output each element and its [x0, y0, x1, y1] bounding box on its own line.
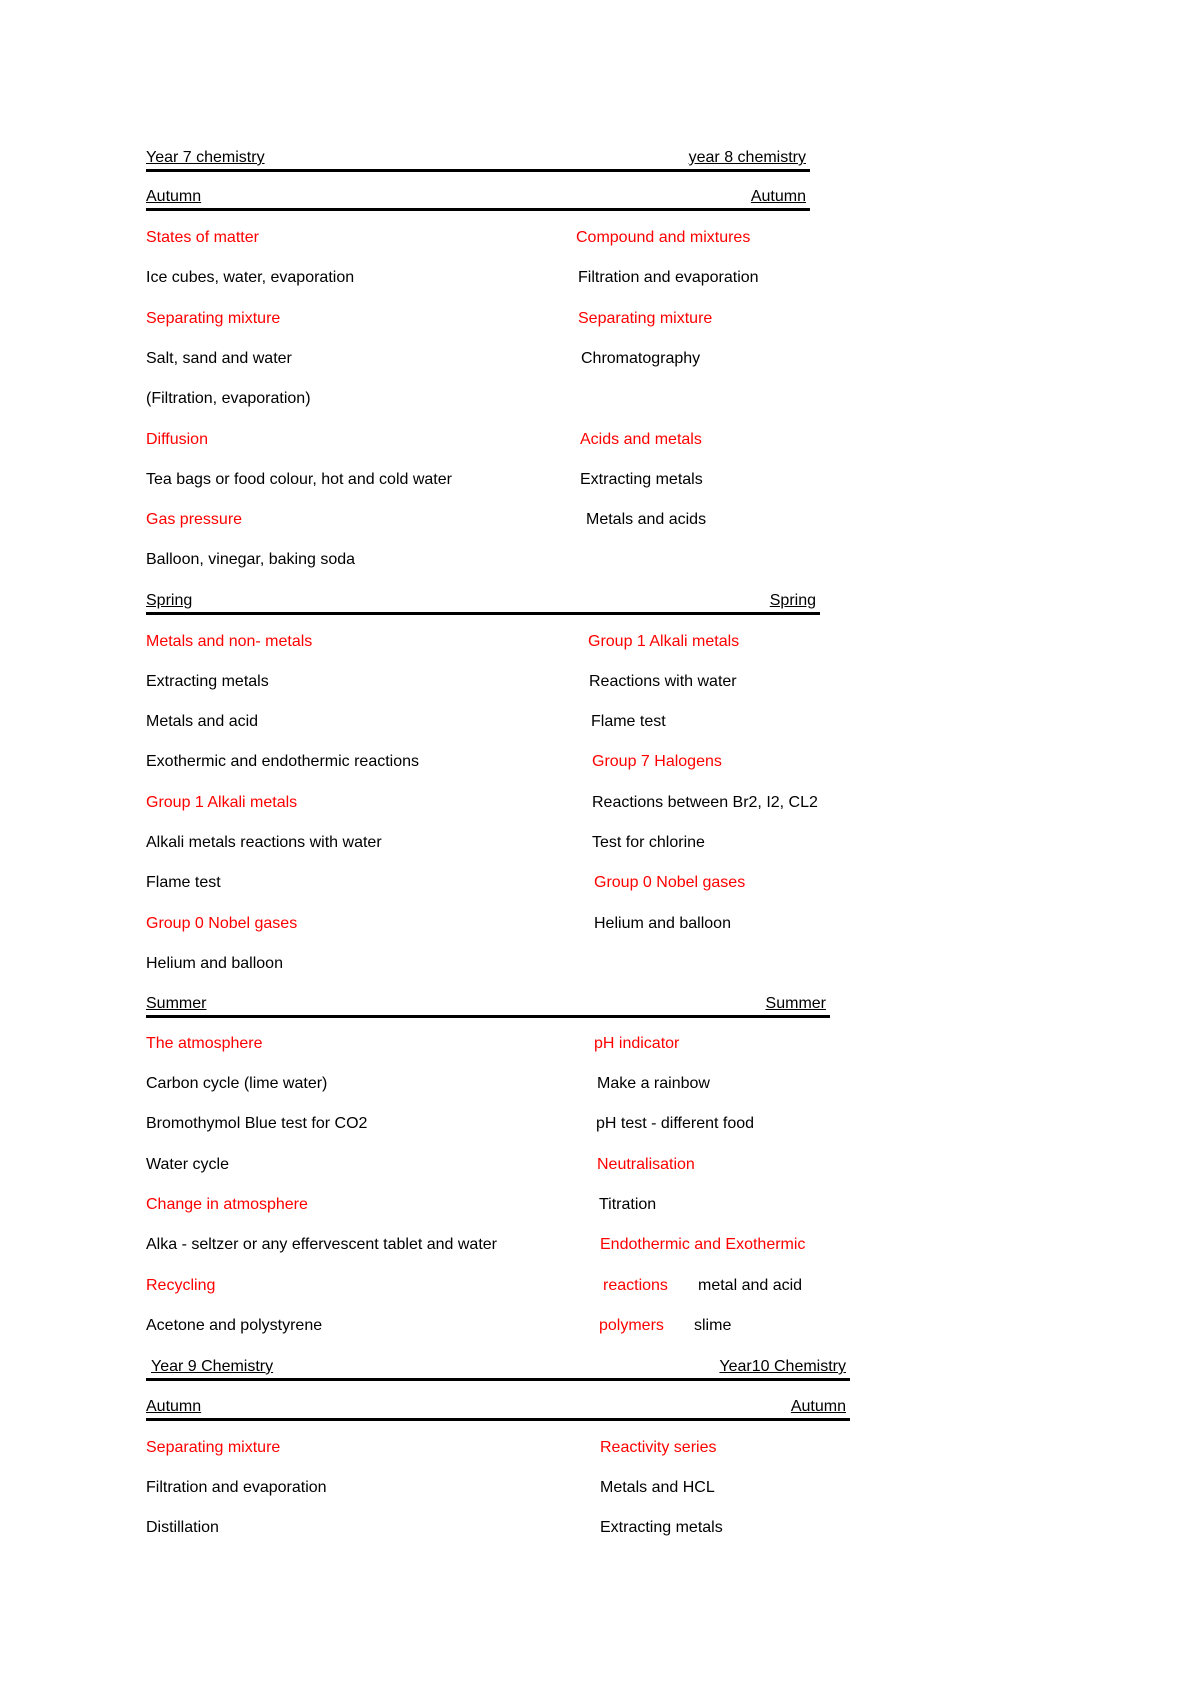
section-header-y7-y8 [146, 148, 810, 172]
y8-autumn-topic: Acids and metals [580, 431, 702, 448]
y8-spring-topic: Group 0 Nobel gases [594, 874, 746, 891]
y8-summer-item: metal and acid [698, 1277, 803, 1294]
y10-autumn-item: Extracting metals [600, 1519, 723, 1536]
y8-autumn-topic: Compound and mixtures [576, 229, 751, 246]
header-rule [146, 208, 810, 211]
y8-summer-item: Make a rainbow [597, 1075, 710, 1092]
section-header-y9-y10 [146, 1357, 850, 1381]
y7-summer-item: Acetone and polystyrene [146, 1317, 323, 1334]
y8-spring-item: Reactions with water [589, 673, 737, 690]
term-right: Autumn [750, 188, 806, 205]
y7-spring-item: Flame test [146, 874, 221, 891]
term-left: Autumn [146, 188, 202, 205]
y8-summer-topic: polymers [599, 1317, 664, 1334]
y7-autumn-item: Balloon, vinegar, baking soda [146, 551, 356, 568]
header-rule [146, 169, 810, 172]
y8-summer-topic: pH indicator [594, 1035, 680, 1052]
y7-spring-item: Extracting metals [146, 673, 269, 690]
y8-summer-item: slime [694, 1317, 732, 1334]
term-header-summer [146, 994, 830, 1018]
y7-spring-topic: Group 0 Nobel gases [146, 915, 298, 932]
header-rule [146, 1015, 830, 1018]
term-right: Spring [769, 592, 816, 609]
y9-autumn-item: Distillation [146, 1519, 219, 1536]
y7-spring-item: Metals and acid [146, 713, 259, 730]
term-header-autumn-y9-y10 [146, 1397, 850, 1421]
y8-spring-item: Helium and balloon [594, 915, 731, 932]
y7-autumn-topic: Diffusion [146, 431, 208, 448]
term-right: Summer [765, 995, 826, 1012]
y7-spring-topic: Group 1 Alkali metals [146, 794, 298, 811]
y8-autumn-topic: Separating mixture [578, 310, 713, 327]
y7-summer-item: Carbon cycle (lime water) [146, 1075, 328, 1092]
term-header-spring [146, 591, 820, 615]
y7-spring-item: Helium and balloon [146, 955, 283, 972]
y8-summer-topic: reactions [603, 1277, 668, 1294]
term-right: Autumn [790, 1398, 846, 1415]
header-year7: Year 7 chemistry [146, 149, 265, 166]
y8-spring-item: Flame test [591, 713, 666, 730]
y7-summer-item: Bromothymol Blue test for CO2 [146, 1115, 368, 1132]
y10-autumn-topic: Reactivity series [600, 1439, 717, 1456]
y8-summer-item: pH test - different food [596, 1115, 755, 1132]
y8-autumn-item: Chromatography [581, 350, 701, 367]
y8-spring-item: Reactions between Br2, I2, CL2 [592, 794, 818, 811]
y7-spring-item: Alkali metals reactions with water [146, 834, 382, 851]
y7-summer-topic: Recycling [146, 1277, 216, 1294]
header-rule [146, 1418, 850, 1421]
header-rule [146, 1378, 850, 1381]
y7-autumn-item: Salt, sand and water [146, 350, 292, 367]
y7-spring-topic: Metals and non- metals [146, 633, 313, 650]
y7-autumn-topic: Gas pressure [146, 511, 243, 528]
header-year8: year 8 chemistry [688, 149, 806, 166]
y8-spring-item: Test for chlorine [592, 834, 705, 851]
y7-autumn-item: (Filtration, evaporation) [146, 390, 311, 407]
y9-autumn-topic: Separating mixture [146, 1439, 281, 1456]
y7-summer-topic: The atmosphere [146, 1035, 263, 1052]
y8-autumn-item: Filtration and evaporation [578, 269, 759, 286]
y7-spring-item: Exothermic and endothermic reactions [146, 753, 420, 770]
y8-summer-item: Titration [599, 1196, 657, 1213]
y7-autumn-item: Ice cubes, water, evaporation [146, 269, 355, 286]
y7-summer-topic: Change in atmosphere [146, 1196, 308, 1213]
term-left: Summer [146, 995, 207, 1012]
y10-autumn-item: Metals and HCL [600, 1479, 715, 1496]
y8-autumn-item: Extracting metals [580, 471, 703, 488]
y8-autumn-item: Metals and acids [586, 511, 707, 528]
y7-autumn-item: Tea bags or food colour, hot and cold water [146, 471, 452, 488]
header-rule [146, 612, 820, 615]
y7-autumn-topic: States of matter [146, 229, 259, 246]
y8-summer-topic: Neutralisation [597, 1156, 695, 1173]
term-left: Autumn [146, 1398, 202, 1415]
y8-summer-topic: Endothermic and Exothermic [600, 1236, 806, 1253]
y9-autumn-item: Filtration and evaporation [146, 1479, 327, 1496]
header-year9: Year 9 Chemistry [151, 1358, 274, 1375]
y8-spring-topic: Group 1 Alkali metals [588, 633, 740, 650]
term-left: Spring [146, 592, 193, 609]
y7-summer-item: Water cycle [146, 1156, 229, 1173]
header-year10: Year10 Chemistry [719, 1358, 846, 1375]
y7-summer-item: Alka - seltzer or any effervescent tablet and water [146, 1236, 497, 1253]
term-header-autumn [146, 187, 810, 211]
y8-spring-topic: Group 7 Halogens [592, 753, 722, 770]
y7-autumn-topic: Separating mixture [146, 310, 281, 327]
